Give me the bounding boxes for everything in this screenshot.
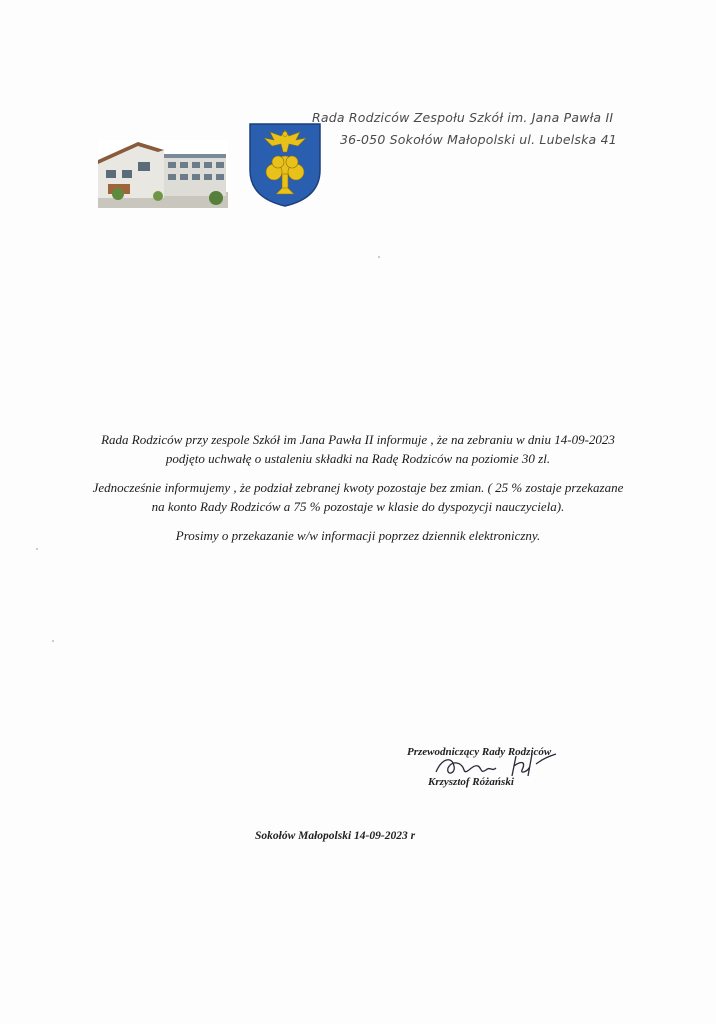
scan-speck <box>52 640 54 642</box>
paragraph-line: podjęto uchwałę o ustaleniu składki na Radę Rodziców na poziomie 30 zl. <box>165 451 551 466</box>
paragraph-line: Rada Rodziców przy zespole Szkół im Jana Pawła II informuje , że na zebraniu w dniu 14-09-2023 <box>101 432 615 447</box>
place-and-date: Sokołów Małopolski 14-09-2023 r <box>255 830 416 842</box>
paragraph-contribution <box>40 430 676 468</box>
paragraph-line: Jednocześnie informujemy , że podział zebranej kwoty pozostaje bez zmian. ( 25 % zostaje przekazane <box>92 480 624 495</box>
paragraph-distribution <box>40 478 676 516</box>
paragraph-line: Prosimy o przekazanie w/w informacji poprzez dziennik elektroniczny. <box>175 528 541 543</box>
letterhead-address: 36-050 Sokołów Małopolski ul. Lubelska 41 <box>340 132 617 147</box>
paragraph-line: na konto Rady Rodziców a 75 % pozostaje w klasie do dyspozycji nauczyciela). <box>151 499 565 514</box>
scan-speck <box>378 256 380 258</box>
school-building-photo-icon <box>98 140 228 208</box>
coat-of-arms-icon <box>248 122 322 208</box>
letterhead-organization: Rada Rodziców Zespołu Szkół im. Jana Pawła II <box>312 110 614 125</box>
signature-title: Przewodniczący Rady Rodziców <box>407 746 552 758</box>
scan-speck <box>36 548 38 550</box>
paragraph-request <box>40 526 676 545</box>
signature-name: Krzysztof Różański <box>428 776 514 788</box>
